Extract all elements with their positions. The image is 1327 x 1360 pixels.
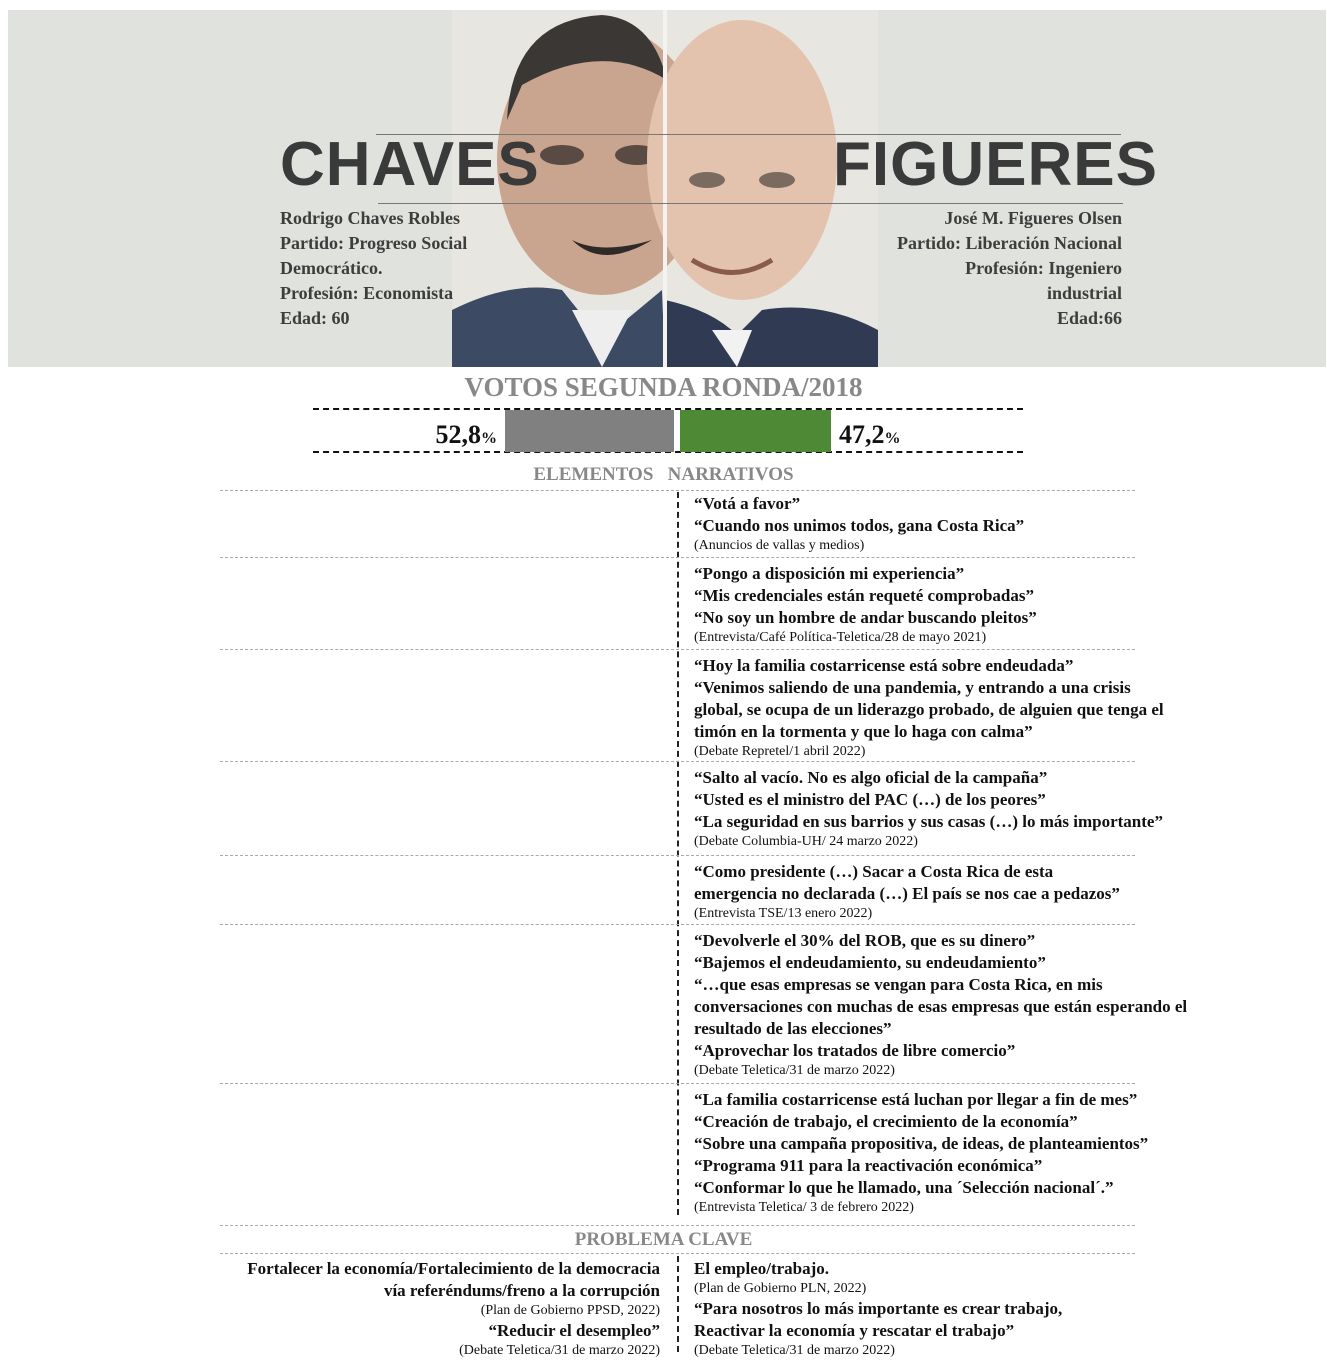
- row-separator: [220, 1083, 1135, 1084]
- quote-line: “Pongo a disposición mi experiencia”: [694, 564, 965, 583]
- row-separator: [220, 855, 1135, 856]
- name-rule-bottom: [378, 203, 1123, 204]
- source-citation: (Debate Repretel/1 abril 2022): [694, 744, 866, 759]
- row-separator: [220, 924, 1135, 925]
- quote-line: global, se ocupa de un liderazgo probado, de alguien que tenga el: [694, 700, 1164, 719]
- quote-line: resultado de las elecciones”: [694, 1019, 892, 1038]
- source-citation: (Entrevista Teletica/ 3 de febrero 2022): [694, 1200, 914, 1215]
- source-citation: (Anuncios de vallas y medios): [694, 538, 865, 553]
- left-candidate-surname: CHAVES: [280, 130, 540, 199]
- quote-line: “Bajemos el endeudamiento, su endeudamiento”: [694, 953, 1046, 972]
- quote-line: emergencia no declarada (…) El país se nos cae a pedazos”: [694, 884, 1120, 903]
- info-line: José M. Figueres Olsen: [944, 208, 1122, 228]
- row-separator: [220, 557, 1135, 558]
- center-divider: [677, 492, 679, 1215]
- votes-title: VOTOS SEGUNDA RONDA/2018: [464, 372, 863, 402]
- source-citation: (Debate Teletica/31 de marzo 2022): [694, 1063, 895, 1078]
- left-candidate-info: [280, 206, 467, 331]
- quote-line: “Devolverle el 30% del ROB, que es su dinero”: [694, 931, 1036, 950]
- info-line: Profesión: Ingeniero: [965, 258, 1122, 278]
- source-citation: (Entrevista TSE/13 enero 2022): [694, 906, 873, 921]
- right-candidate-surname: FIGUERES: [833, 130, 1158, 199]
- quote-line: “No soy un hombre de andar buscando pleitos”: [694, 608, 1037, 627]
- info-line: Partido: Liberación Nacional: [897, 233, 1122, 253]
- quote-line: “Mis credenciales están requeté comprobadas”: [694, 586, 1034, 605]
- narrative-divider: [220, 490, 1135, 491]
- source-citation: (Debate Teletica/31 de marzo 2022): [694, 1343, 895, 1358]
- quote-line: “Venimos saliendo de una pandemia, y entrando a una crisis: [694, 678, 1131, 697]
- quote-line: “Salto al vacío. No es algo oficial de la campaña”: [694, 768, 1048, 787]
- info-line: Partido: Progreso Social: [280, 233, 468, 253]
- quote-line: El empleo/trabajo.: [694, 1259, 830, 1278]
- right-vote-percent: 47,2%: [839, 420, 901, 449]
- source-citation: (Debate Teletica/31 de marzo 2022): [459, 1343, 660, 1358]
- quote-line: “Cuando nos unimos todos, gana Costa Rica”: [694, 516, 1025, 535]
- right-column: [694, 1258, 1062, 1360]
- quote-line: Fortalecer la economía/Fortalecimiento de la democracia: [247, 1259, 660, 1278]
- left-vote-percent: 52,8%: [435, 420, 497, 449]
- right-column: [694, 563, 1037, 647]
- info-line: Edad:66: [1056, 308, 1122, 328]
- info-line: Edad: 60: [280, 308, 350, 328]
- quote-line: “Usted es el ministro del PAC (…) de los peores”: [694, 790, 1046, 809]
- quote-line: conversaciones con muchas de esas empresas que están esperando el: [694, 997, 1188, 1016]
- info-line: Democrático.: [280, 258, 383, 278]
- right-column: [694, 493, 1024, 555]
- quote-line: “…que esas empresas se vengan para Costa Rica, en mis: [694, 975, 1103, 994]
- problem-title: PROBLEMA CLAVE: [574, 1229, 753, 1250]
- info-line: industrial: [1046, 283, 1122, 303]
- quote-line: “Programa 911 para la reactivación económica”: [694, 1156, 1043, 1175]
- quote-line: vía referéndums/freno a la corrupción: [383, 1281, 660, 1300]
- problem-divider-bottom: [220, 1253, 1135, 1254]
- quote-line: “Conformar lo que he llamado, una ´Selección nacional´.”: [694, 1178, 1114, 1197]
- quote-line: “La seguridad en sus barrios y sus casas (…) lo más importante”: [694, 812, 1163, 831]
- quote-line: “Votá a favor”: [694, 494, 801, 513]
- source-citation: (Plan de Gobierno PLN, 2022): [694, 1281, 867, 1296]
- problem-center-divider: [677, 1256, 679, 1352]
- row-separator: [220, 761, 1135, 762]
- right-column: [694, 861, 1120, 923]
- right-column: [694, 930, 1187, 1080]
- quote-line: “Creación de trabajo, el crecimiento de la economía”: [694, 1112, 1078, 1131]
- source-citation: (Plan de Gobierno PPSD, 2022): [480, 1303, 660, 1318]
- quote-line: “Aprovechar los tratados de libre comercio”: [694, 1041, 1016, 1060]
- quote-line: “Para nosotros lo más importante es crear trabajo,: [694, 1299, 1063, 1318]
- right-candidate-info: [897, 206, 1122, 331]
- right-column: [694, 1089, 1148, 1217]
- source-citation: (Entrevista/Café Política-Teletica/28 de mayo 2021): [694, 630, 987, 645]
- quote-line: timón en la tormenta y que lo haga con calma”: [694, 722, 1033, 741]
- right-vote-bar: [680, 410, 831, 452]
- quote-line: “Sobre una campaña propositiva, de ideas, de planteamientos”: [694, 1134, 1149, 1153]
- row-separator: [220, 649, 1135, 650]
- quote-line: “Reducir el desempleo”: [488, 1321, 660, 1340]
- source-citation: (Debate Columbia-UH/ 24 marzo 2022): [694, 834, 918, 849]
- quote-line: “La familia costarricense está luchan por llegar a fin de mes”: [694, 1090, 1138, 1109]
- quote-line: “Como presidente (…) Sacar a Costa Rica de esta: [694, 862, 1054, 881]
- info-line: Rodrigo Chaves Robles: [280, 208, 461, 228]
- left-column: [247, 1258, 660, 1360]
- problem-divider-top: [220, 1225, 1135, 1226]
- info-line: Profesión: Economista: [280, 283, 454, 303]
- quote-line: “Hoy la familia costarricense está sobre endeudada”: [694, 656, 1074, 675]
- left-vote-bar: [505, 410, 674, 452]
- right-column: [694, 767, 1163, 851]
- quote-line: Reactivar la economía y rescatar el trabajo”: [694, 1321, 1015, 1340]
- right-column: [694, 655, 1164, 761]
- narrative-title: ELEMENTOS NARRATIVOS: [533, 464, 794, 485]
